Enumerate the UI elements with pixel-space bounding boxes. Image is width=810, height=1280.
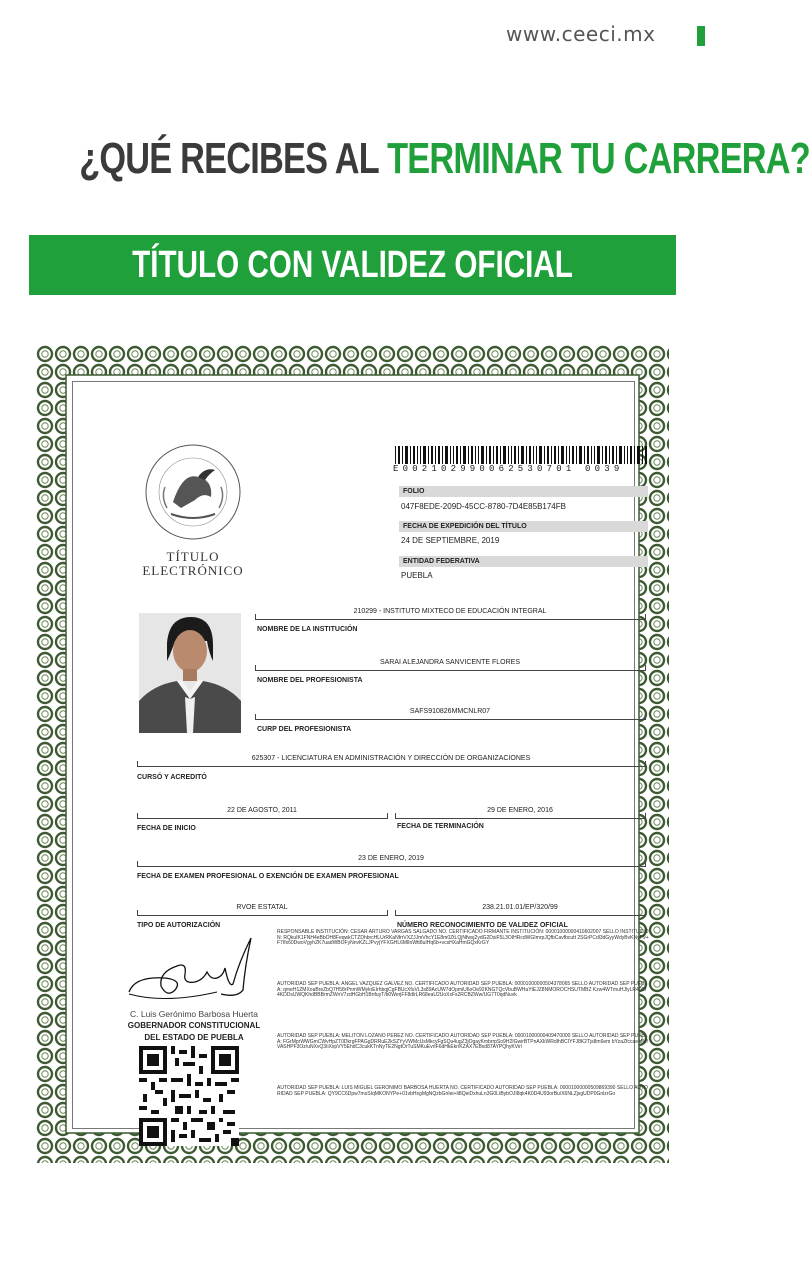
curp-line (255, 719, 645, 720)
professional-value: SARAI ALEJANDRA SANVICENTE FLORES (379, 659, 521, 666)
institution-value: 210299 - INSTITUTO MIXTECO DE EDUCACIÓN INTEGRAL (353, 608, 547, 615)
exam-date-tick-left (137, 861, 138, 867)
institution-tick-left (255, 614, 256, 620)
curp-value: SAFS910826MMCNLR07 (409, 708, 491, 715)
exam-date-label: FECHA DE EXAMEN PROFESIONAL O EXENCIÓN DE EXAMEN PROFESIONAL (137, 873, 399, 880)
banner-text: TÍTULO CON VALIDEZ OFICIAL (132, 244, 573, 286)
certificate (36, 345, 669, 1163)
program-label: CURSÓ Y ACREDITÓ (137, 774, 207, 781)
state-value: PUEBLA (401, 571, 433, 580)
exam-date-value: 23 DE ENERO, 2019 (358, 855, 424, 862)
folio-label: FOLIO (399, 486, 648, 497)
document-type (133, 550, 253, 578)
program-value: 625307 - LICENCIATURA EN ADMINISTRACIÓN Y DIRECCIÓN DE ORGANIZACIONES (251, 755, 531, 762)
document-type-line1: TÍTULO (166, 549, 220, 564)
end-date-tick-right (645, 813, 646, 819)
title-banner (29, 235, 676, 295)
authorization-tick-left (137, 910, 138, 916)
governor-block (119, 1008, 269, 1044)
authorization-tick-right (387, 910, 388, 916)
professional-label: NOMBRE DEL PROFESIONISTA (257, 677, 363, 684)
end-date-line (395, 818, 645, 819)
sep-authority-seal-block-1: AUTORIDAD SEP PUEBLA: ANGEL VAZQUEZ GALVEZ NO. CERTIFICADO AUTORIDAD SEP PUEBLA: 00001000000504378065 SELLO AUTORIDAD SEP PUEBLA: qmeH1ZMXoaBreZbQ7H58rPnmWMykrEIrhbqjCgFBUcXfuVL3s89AcUW7dOpmiU6oOe92KNGTQcVbuBWHaYtEJZ8NMOROCHSUTMBZ Kzw4WTmuHJlyLR40Bf4KDDsUWQKhdBBBrmZWnV7zdHGbH1BnfuyT/b0WerjFF8dlrLR68eaU2UoXxFs2RCBZWw/UG7T0qdNuvk (277, 981, 648, 999)
end-date-label: FECHA DE TERMINACIÓN (397, 823, 484, 830)
exam-date-line (137, 866, 645, 867)
end-date-value: 29 DE ENERO, 2016 (487, 807, 553, 814)
document-type-line2: ELECTRÓNICO (142, 563, 244, 578)
governor-title-line1: GOBERNADOR CONSTITUCIONAL (127, 1021, 261, 1030)
institution-label: NOMBRE DE LA INSTITUCIÓN (257, 626, 358, 633)
exam-date-tick-right (645, 861, 646, 867)
authorization-line (137, 915, 387, 916)
page-headline (79, 134, 810, 184)
website-url: www.ceeci.mx (506, 22, 656, 46)
governor-signature (125, 932, 265, 1012)
curp-tick-right (645, 714, 646, 720)
end-date-tick-left (395, 813, 396, 819)
start-date-value: 22 DE AGOSTO, 2011 (227, 807, 297, 814)
certificate-body (72, 381, 649, 1129)
professional-tick-left (255, 665, 256, 671)
qr-code (139, 1046, 239, 1146)
institution-seal-block: RESPONSABLE INSTITUCIÓN: CESAR ARTURO VARGAS SALGADO NO. CERTIFICADO FIRMANTE INSTITUCIÓN: 00001000000410602007 SELLO INSTITUCIÓN: RQkuIK1FNH4eBbOH8FeqwkCTZDhbrcHLUrRKaNfrrVXZJJmVhcY1E8m0ZtLQjNfwsj2ydG2DsiF5L3OIHRcdWGImrpJQfbCavfbcutt 2SGrPCdl3dGyyWdyBvKNyP9+F7Ifx60DwoVgyhZK7uadWBOFyNnvKZLJPvyjYFXGHL6MlInWtt8uIHq6b+vcsHXaHmGQxKrGY (277, 929, 649, 947)
governor-name: C. Luis Gerónimo Barbosa Huerta (129, 1009, 259, 1019)
authorization-label: TIPO DE AUTORIZACIÓN (137, 922, 221, 929)
validity-label: NÚMERO RECONOCIMIENTO DE VALIDEZ OFICIAL (397, 922, 568, 929)
institution-line (255, 619, 645, 620)
sep-authority-seal-block-3: AUTORIDAD SEP PUEBLA: LUIS MIGUEL GERONIMO BARBOSA HUERTA NO. CERTIFICADO AUTORIDAD SEP PUEBLA: 00001000000509869390 SELLO AUTORIDAD SEP PUEBLA: QY9CC6Dpw7msSIqMKONYPe+01vbHsgMgNQzbGnIei+Ii8QeiDxhuLn3G0LtBybOJI8qk4K0D4U93orBu/X6NLZjxgUDP0GnlzrGo (277, 1085, 648, 1097)
curp-label: CURP DEL PROFESIONISTA (257, 726, 352, 733)
professional-line (255, 670, 645, 671)
start-date-label: FECHA DE INICIO (137, 825, 196, 832)
barcode (395, 446, 647, 464)
governor-title-line2: DEL ESTADO DE PUEBLA (144, 1033, 244, 1042)
institution-tick-right (645, 614, 646, 620)
headline-highlight: TERMINAR TU CARRERA? (387, 134, 810, 183)
program-tick-right (645, 761, 646, 767)
professional-tick-right (645, 665, 646, 671)
validity-value: 238.21.01.01/EP/320/99 (482, 904, 558, 911)
sep-authority-seal-block-2: AUTORIDAD SEP PUEBLA: MELITON LOZANO PEREZ NO. CERTIFICADO AUTORIDAD SEP PUEBLA: 00001000000409470000 SELLO AUTORIDAD SEP PUEBLA: FGrMprWWGmCWvHpZT0DkrgFPAGgDRRuE2kSZYyVWMcUsMkcyFgSQu4ugZ3jOgayKmbrrpSo9H2IGwirBTPnAXkWRdIhBCIYFJ8K2Tjs8m6em bYzaZfccaeMMfVASHPF3Oz/uNXvQ3IiXxpVY5EhdC3cukKTnNyTE2NgtOrTuSMKuEvrIF6dHkEkr/KZAX7EBxd87AYPQhyKVirl (277, 1033, 648, 1051)
curp-tick-left (255, 714, 256, 720)
authorization-value: RVOE ESTATAL (236, 904, 288, 911)
start-date-line (137, 818, 387, 819)
validity-tick-left (395, 910, 396, 916)
validity-tick-right (645, 910, 646, 916)
start-date-tick-right (387, 813, 388, 819)
start-date-tick-left (137, 813, 138, 819)
brand-accent-bar (697, 26, 705, 46)
state-label: ENTIDAD FEDERATIVA (399, 556, 648, 567)
barcode-number: E002102990062530701 0039 (393, 464, 624, 474)
program-tick-left (137, 761, 138, 767)
mexico-coat-of-arms-icon (143, 442, 243, 542)
headline-question: ¿QUÉ RECIBES AL (79, 134, 379, 183)
issue-date-value: 24 DE SEPTIEMBRE, 2019 (401, 536, 500, 545)
folio-value: 047F8EDE-209D-45CC-8780-7D4E85B174FB (401, 502, 566, 511)
validity-line (395, 915, 645, 916)
issue-date-label: FECHA DE EXPEDICIÓN DEL TÍTULO (399, 521, 648, 532)
program-line (137, 766, 645, 767)
professional-photo (139, 613, 241, 733)
